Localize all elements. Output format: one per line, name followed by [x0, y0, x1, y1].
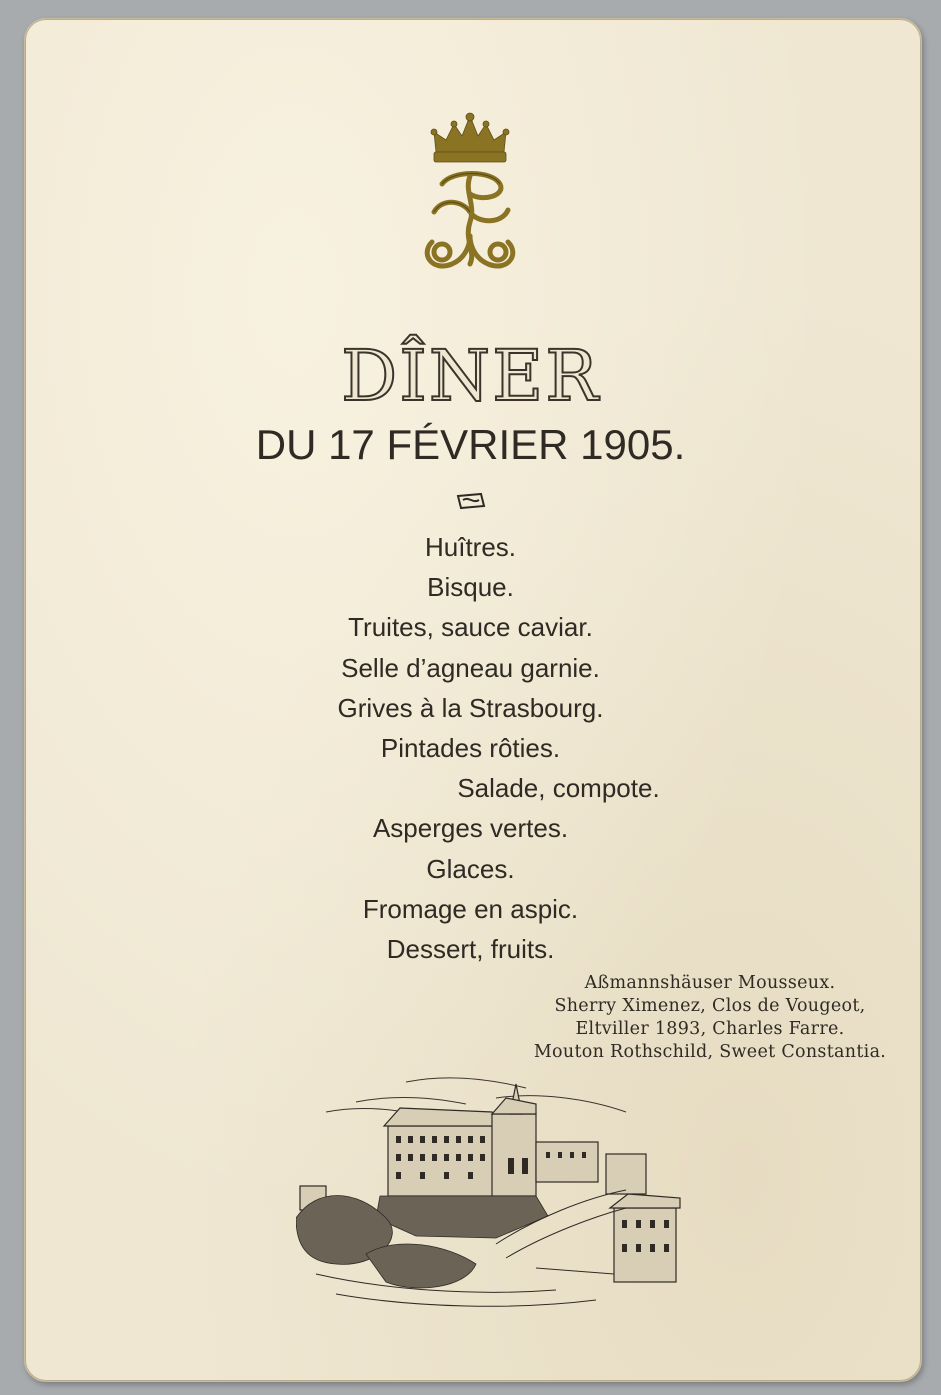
course-item: Glaces.	[426, 853, 515, 884]
course-item: Asperges vertes.	[372, 813, 569, 844]
castle-engraving-illustration	[296, 1068, 688, 1318]
course-item: Pintades rôties.	[380, 732, 561, 763]
course-item: Bisque.	[427, 572, 514, 603]
menu-date: DU 17 FÉVRIER 1905.	[255, 421, 686, 468]
wine-line: Aßmannshäuser Mousseux.	[584, 973, 836, 993]
wine-line: Mouton Rothschild, Sweet Constantia.	[533, 1042, 887, 1062]
course-item: Salade, compote.	[457, 773, 660, 804]
course-item: Selle d’agneau garnie.	[341, 652, 600, 683]
wine-list	[500, 972, 920, 1064]
course-item: Huîtres.	[424, 532, 517, 562]
course-item: Grives à la Strasbourg.	[337, 692, 604, 723]
courses-list	[0, 527, 941, 969]
course-item: Dessert, fruits.	[386, 933, 555, 964]
wine-line: Eltviller 1893, Charles Farre.	[575, 1019, 845, 1039]
course-item: Truites, sauce caviar.	[348, 612, 593, 643]
menu-title: DÎNER	[341, 335, 600, 417]
course-item: Fromage en aspic.	[362, 893, 579, 924]
crown-monogram-icon	[412, 112, 528, 274]
wine-line: Sherry Ximenez, Clos de Vougeot,	[554, 996, 866, 1016]
flourish-icon	[455, 490, 487, 512]
